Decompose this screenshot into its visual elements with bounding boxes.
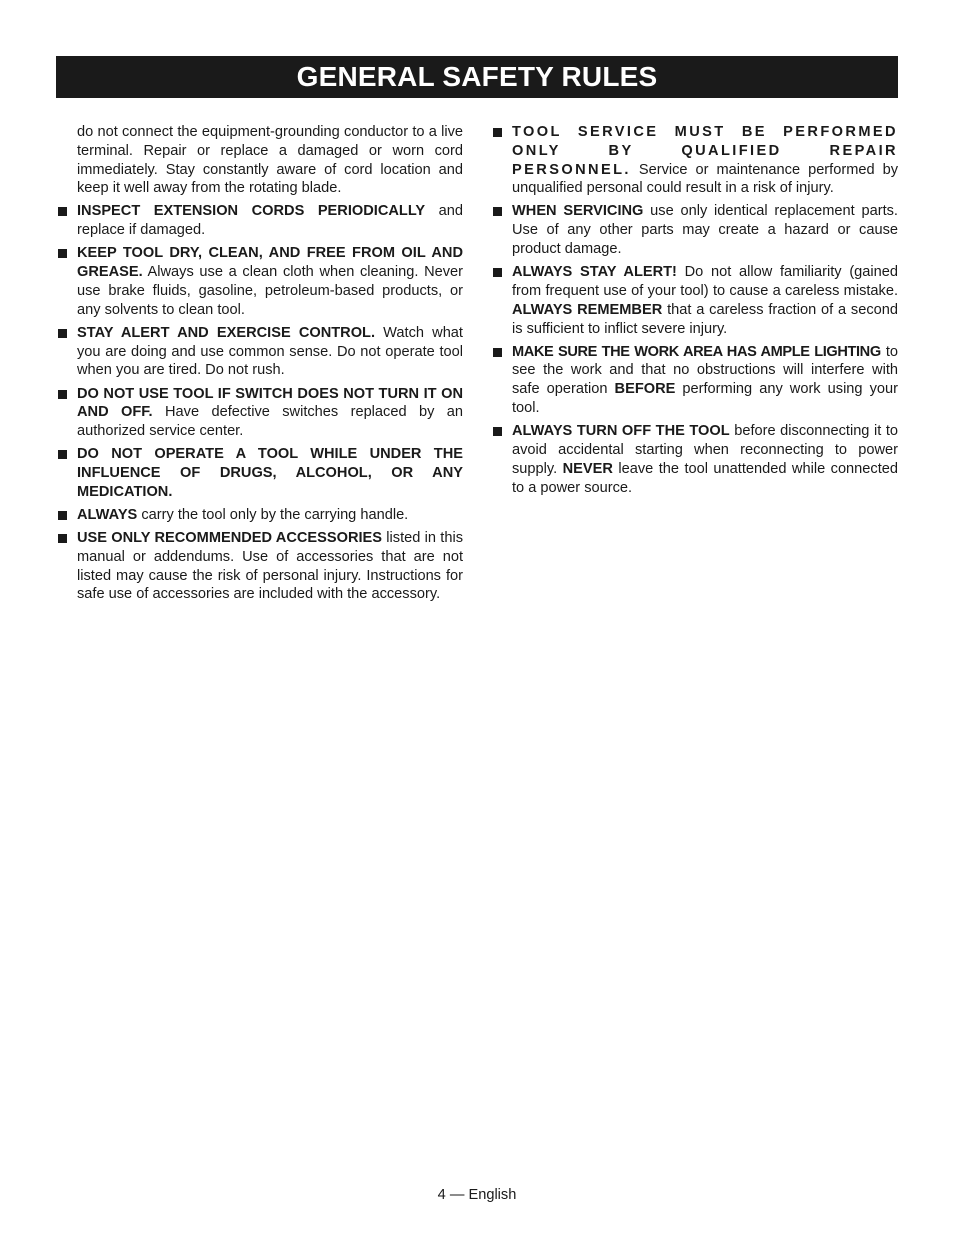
rule-item [491, 123, 898, 198]
right-column [491, 123, 898, 502]
rule-item [491, 202, 898, 258]
square-bullet-icon [58, 534, 67, 543]
rule-heading: USE ONLY RECOMMENDED ACCESSORIES [77, 530, 383, 547]
square-bullet-icon [58, 207, 67, 216]
rule-heading: DO NOT USE TOOL IF SWITCH DOES NOT TURN IT ON AND OFF. [77, 385, 463, 421]
rule-item [491, 422, 898, 497]
rule-text: Watch what you are doing and use common sense. Do not operate tool when you are tired. Do not rush. [77, 324, 463, 379]
rule-heading: STAY ALERT AND EXERCISE CONTROL. [77, 324, 376, 341]
rule-item [56, 529, 463, 604]
square-bullet-icon [58, 390, 67, 399]
rule-item [56, 445, 463, 501]
rule-text: Do not allow familiarity (gained from frequent use of your tool) to cause a careless mistake. [512, 264, 899, 299]
rule-heading: TOOL SERVICE MUST BE PERFORMED ONLY BY QUALIFIED REPAIR PERSONNEL. [512, 124, 898, 178]
section-title-bar [56, 56, 898, 98]
rule-text: Have defective switches replaced by an authorized service center. [77, 404, 463, 440]
rule-heading: INSPECT EXTENSION CORDS PERIODICALLY [77, 203, 426, 220]
square-bullet-icon [493, 128, 502, 137]
rule-text: use only identical replacement parts. Use of any other parts may create a hazard or cause product damage. [512, 203, 898, 258]
rule-text: and replace if damaged. [77, 203, 464, 239]
rule-text: before disconnecting it to avoid accidental starting when reconnecting to power supply. [512, 423, 899, 477]
rule-heading: WHEN SERVICING [512, 203, 644, 220]
square-bullet-icon [493, 348, 502, 357]
rule-heading: ALWAYS TURN OFF THE TOOL [512, 423, 730, 440]
rule-text: Service or maintenance performed by unqualified personal could result in a risk of injury. [512, 161, 898, 197]
rule-heading: DO NOT OPERATE A TOOL WHILE UNDER THE INFLUENCE OF DRUGS, ALCOHOL, OR ANY MEDICATION. [77, 446, 463, 500]
square-bullet-icon [493, 207, 502, 216]
rule-text-continued: leave the tool unattended while connected to a power source. [512, 460, 898, 496]
continued-paragraph [56, 123, 463, 198]
intro-text: do not connect the equipment-grounding conductor to a live terminal. Repair or replace a damaged or worn cord immediately. Stay constantly aware of cord location and keep it well away from the rotating blade. [77, 124, 463, 197]
rule-text: listed in this manual or addendums. Use of accessories that are not listed may cause the risk of personal injury. Instructions for safe use of accessories are included with the accessory. [77, 530, 463, 603]
square-bullet-icon [58, 450, 67, 459]
page-title: GENERAL SAFETY RULES [296, 61, 658, 92]
rule-item [491, 263, 898, 338]
rule-item [56, 324, 463, 380]
rule-item [56, 385, 463, 441]
square-bullet-icon [493, 427, 502, 436]
rule-text: carry the tool only by the carrying handle. [137, 506, 409, 523]
rule-emphasis: BEFORE [614, 381, 676, 398]
square-bullet-icon [493, 268, 502, 277]
rule-heading: MAKE SURE THE WORK AREA HAS AMPLE LIGHTING [512, 343, 881, 360]
rule-heading: KEEP TOOL DRY, CLEAN, AND FREE FROM OIL AND GREASE. [77, 245, 463, 281]
square-bullet-icon [58, 329, 67, 338]
rule-text-continued: that a careless fraction of a second is sufficient to inflict severe injury. [512, 301, 898, 337]
rule-text: Always use a clean cloth when cleaning. Never use brake fluids, gasoline, petroleum-based products, or any solvents to clean tool. [77, 264, 463, 318]
rule-emphasis: ALWAYS REMEMBER [512, 301, 663, 318]
square-bullet-icon [58, 511, 67, 520]
rule-heading: ALWAYS [77, 506, 138, 523]
rule-text-continued: performing any work using your tool. [512, 381, 898, 417]
rule-emphasis: NEVER [562, 460, 613, 477]
square-bullet-icon [58, 249, 67, 258]
rule-item [491, 343, 898, 418]
left-column [56, 123, 463, 609]
rule-item [56, 506, 463, 525]
page-footer: 4 — English [437, 1187, 517, 1203]
rule-item [56, 244, 463, 319]
rule-text: to see the work and that no obstructions will interfere with safe operation [512, 343, 898, 398]
rule-item [56, 202, 463, 240]
rule-heading: ALWAYS STAY ALERT! [512, 264, 677, 281]
